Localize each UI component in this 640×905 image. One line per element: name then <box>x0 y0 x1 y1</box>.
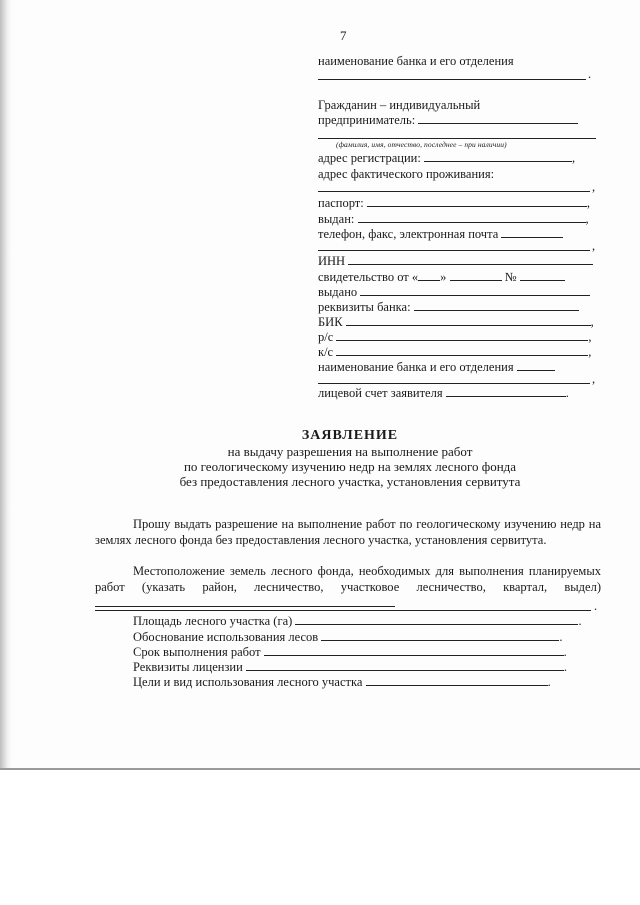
reg-address-row <box>318 151 575 166</box>
license-field[interactable] <box>246 660 564 671</box>
bik-field[interactable] <box>346 315 591 326</box>
certificate-day-field[interactable] <box>418 270 440 281</box>
scan-edge-shadow <box>0 0 12 770</box>
bik-row <box>318 315 594 330</box>
area-row <box>133 614 582 629</box>
certificate-label: свидетельство от « <box>318 270 419 284</box>
inn-field[interactable] <box>348 254 593 265</box>
punct: , <box>571 151 576 165</box>
area-field[interactable] <box>295 614 578 625</box>
term-label: Срок выполнения работ <box>133 645 261 659</box>
certificate-row <box>318 270 565 285</box>
justification-row <box>133 630 562 645</box>
issued-by-label: выдан: <box>318 212 355 226</box>
fio-note: (фамилия, имя, отчество, последнее – при наличии) <box>336 140 507 149</box>
citizen-label-1: Гражданин – индивидуальный <box>318 98 481 112</box>
punct: , <box>592 239 596 253</box>
punct: . <box>578 614 582 628</box>
bank-branch-line-2[interactable] <box>318 383 590 384</box>
bank-branch-label: наименование банка и его отделения <box>318 360 514 374</box>
punct: . <box>559 630 563 644</box>
bank-branch-top-label: наименование банка и его отделения <box>318 54 514 68</box>
issued-by-field[interactable] <box>358 212 586 223</box>
reg-address-field[interactable] <box>424 151 572 162</box>
issued-field[interactable] <box>360 285 590 296</box>
account-field[interactable] <box>446 386 566 397</box>
punct: , <box>592 372 596 386</box>
actual-address-field[interactable] <box>318 191 590 192</box>
license-row <box>133 660 567 675</box>
bank-details-field[interactable] <box>414 300 579 311</box>
punct: , <box>588 345 592 359</box>
area-label: Площадь лесного участка (га) <box>133 614 293 628</box>
page-number: 7 <box>340 28 347 43</box>
punct: . <box>563 645 567 659</box>
contacts-field[interactable] <box>501 227 563 238</box>
certificate-month-field[interactable] <box>450 270 502 281</box>
term-row <box>133 645 567 660</box>
punct: . <box>547 675 551 689</box>
account-row <box>318 386 569 401</box>
punct: . <box>588 67 592 81</box>
bank-details-label: реквизиты банка: <box>318 300 411 314</box>
document-title: ЗАЯВЛЕНИЕ <box>301 428 399 443</box>
purpose-label: Цели и вид использования лесного участка <box>133 675 363 689</box>
punct: . <box>563 660 568 674</box>
passport-row <box>318 196 590 211</box>
punct: , <box>592 180 596 194</box>
bank-details-row <box>318 300 579 315</box>
license-label: Реквизиты лицензии <box>133 660 243 674</box>
request-paragraph: Прошу выдать разрешение на выполнение работ по геологическому изучению недр на землях лесного фонда без предоставления лесного участка, установления сервитута. <box>95 517 601 547</box>
subtitle-line-2: по геологическому изучению недр на землях лесного фонда <box>183 459 517 474</box>
ks-label: к/с <box>318 345 334 359</box>
purpose-row <box>133 675 551 690</box>
punct: , <box>585 212 589 226</box>
justification-label: Обоснование использования лесов <box>133 630 319 644</box>
location-field[interactable] <box>95 596 395 607</box>
passport-field[interactable] <box>367 196 587 207</box>
bank-branch-field[interactable] <box>517 360 555 371</box>
citizen-label-2-text: предприниматель: <box>318 113 416 127</box>
punct: , <box>590 315 594 329</box>
ks-field[interactable] <box>336 345 588 356</box>
citizen-label-2 <box>318 113 578 128</box>
inn-label: ИНН <box>318 254 346 268</box>
page-bottom-edge <box>0 768 640 770</box>
bank-branch-row <box>318 360 555 375</box>
contacts-row <box>318 227 563 242</box>
contacts-label: телефон, факс, электронная почта <box>318 227 499 241</box>
punct: , <box>586 196 590 210</box>
quote: » <box>440 270 447 284</box>
bank-branch-top-line <box>318 79 586 80</box>
subtitle-line-3: без предоставления лесного участка, установления сервитута <box>179 474 521 489</box>
issued-by-row <box>318 212 589 227</box>
bik-label: БИК <box>318 315 343 329</box>
rs-label: р/с <box>318 330 334 344</box>
account-label: лицевой счет заявителя <box>318 386 443 400</box>
rs-field[interactable] <box>336 330 588 341</box>
location-paragraph <box>95 563 601 611</box>
rs-row <box>318 330 592 345</box>
punct: , <box>588 330 592 344</box>
punct: . <box>594 599 598 613</box>
subtitle-line-1: на выдачу разрешения на выполнение работ <box>227 444 473 459</box>
issued-label: выдано <box>318 285 358 299</box>
purpose-field[interactable] <box>366 675 548 686</box>
actual-address-label: адрес фактического проживания: <box>318 167 495 181</box>
term-field[interactable] <box>264 645 564 656</box>
punct: . <box>565 386 569 400</box>
contacts-line-2[interactable] <box>318 250 590 251</box>
issued-row <box>318 285 590 300</box>
location-text: Местоположение земель лесного фонда, необходимых для выполнения планируемых работ (указать район, лесничество, участковое лесничество, квартал, выдел) <box>95 564 601 594</box>
location-line-2[interactable] <box>95 610 591 611</box>
certificate-number-field[interactable] <box>520 270 565 281</box>
reg-address-label: адрес регистрации: <box>318 151 421 165</box>
justification-field[interactable] <box>321 630 559 641</box>
ks-row <box>318 345 591 360</box>
inn-row <box>318 254 593 269</box>
entrepreneur-line-2 <box>318 138 596 139</box>
passport-label: паспорт: <box>318 196 364 210</box>
entrepreneur-field[interactable] <box>418 113 578 124</box>
number-sign: № <box>504 270 517 284</box>
